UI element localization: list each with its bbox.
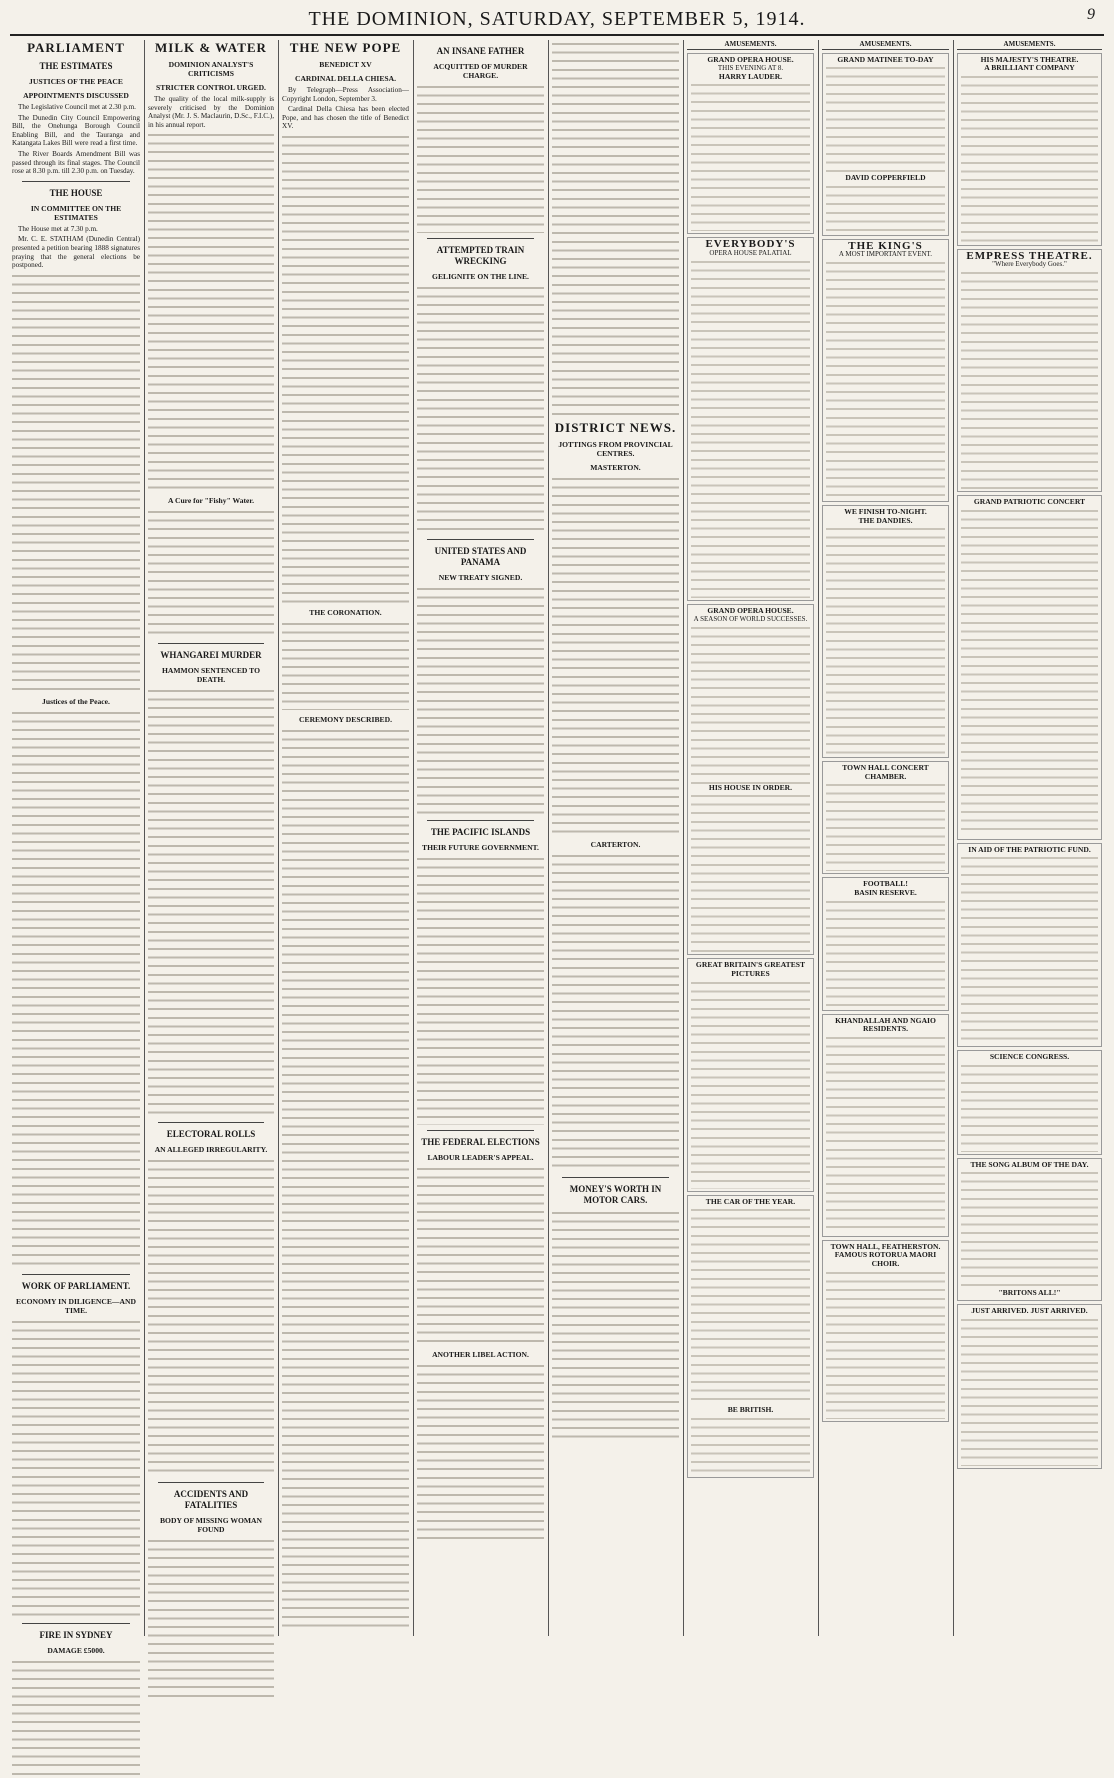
place-heading: MASTERTON. (590, 463, 641, 472)
column-rule (818, 40, 819, 1636)
ad-title: JUST ARRIVED. JUST ARRIVED. (971, 1305, 1088, 1315)
section-subheading: A Cure for "Fishy" Water. (168, 496, 254, 506)
section-heading: WORK OF PARLIAMENT. (21, 1280, 131, 1291)
ad-body (961, 269, 1098, 489)
article-heading: THE NEW POPE (289, 40, 402, 55)
section-heading: MONEY'S WORTH IN MOTOR CARS. (569, 1184, 662, 1205)
advertisement (822, 1014, 949, 1237)
masthead-title: THE DOMINION, SATURDAY, SEPTEMBER 5, 1914. (308, 7, 806, 30)
column-amusements-3 (957, 40, 1102, 1636)
ad-body (961, 1169, 1098, 1289)
divider (22, 1623, 130, 1624)
ad-line: OPERA HOUSE PALATIAL (709, 248, 792, 257)
column-amusements-2 (822, 40, 949, 1636)
ad-title: THE CAR OF THE YEAR. (705, 1196, 796, 1206)
section-heading: WHANGAREI MURDER (160, 650, 262, 661)
divider (158, 1482, 264, 1483)
text-block (417, 1362, 544, 1542)
section-subheading: GELIGNITE ON THE LINE. (432, 272, 529, 281)
column-rule (683, 40, 684, 1636)
ad-title: GREAT BRITAIN'S GREATEST PICTURES (695, 960, 806, 978)
section-heading: AN INSANE FATHER (436, 46, 525, 56)
ad-line: DAVID COPPERFIELD (845, 173, 926, 183)
section-subheading: Justices of the Peace. (42, 696, 110, 706)
column-rule (953, 40, 954, 1636)
section-subheading: LABOUR LEADER'S APPEAL. (427, 1153, 534, 1162)
advertisement (822, 761, 949, 874)
ad-title: HIS MAJESTY'S THEATRE. (980, 54, 1079, 64)
ad-body (691, 1415, 810, 1475)
ad-title: IN AID OF THE PATRIOTIC FUND. (968, 844, 1091, 854)
advertisement (957, 53, 1102, 246)
section-subheading: BODY OF MISSING WOMAN FOUND (159, 1516, 263, 1535)
ad-body (826, 64, 945, 174)
column-parliament (12, 40, 140, 1655)
advertisement (957, 1050, 1102, 1155)
section-subheading: NEW TREATY SIGNED. (438, 573, 523, 582)
amusements-heading: AMUSEMENTS. (957, 40, 1102, 50)
advertisement (957, 495, 1102, 840)
advertisement (957, 1304, 1102, 1469)
amusements-heading: AMUSEMENTS. (822, 40, 949, 50)
divider (427, 1130, 534, 1131)
text-block (12, 1658, 140, 1778)
section-heading: FIRE IN SYDNEY (39, 1629, 113, 1640)
paragraph: Cardinal Della Chiesa has been elected Pope, and has chosen the title of Benedict XV. (282, 105, 409, 131)
text-block (148, 508, 274, 638)
ad-body (826, 898, 945, 1008)
section-subheading: APPOINTMENTS DISCUSSED (23, 91, 129, 100)
ad-title: THE KING'S (848, 239, 923, 252)
ad-body (691, 81, 810, 231)
section-heading: THE PACIFIC ISLANDS (430, 827, 531, 837)
divider (22, 181, 130, 182)
text-block (552, 852, 679, 1172)
ad-title: GRAND MATINEE TO-DAY (837, 54, 934, 64)
ad-line: A BRILLIANT COMPANY (984, 63, 1075, 73)
section-heading: UNITED STATES AND PANAMA (434, 546, 527, 567)
advertisement (957, 843, 1102, 1048)
text-block (148, 1157, 274, 1477)
ad-body (826, 1034, 945, 1234)
text-block (282, 133, 409, 603)
ad-body (826, 1269, 945, 1419)
text-block (12, 709, 140, 1269)
section-heading: THE ESTIMATES (39, 61, 113, 71)
divider (562, 1177, 669, 1178)
advertisement (957, 249, 1102, 492)
ad-body (961, 73, 1098, 243)
ad-title: EVERYBODY'S (705, 238, 796, 251)
ad-line: A MOST IMPORTANT EVENT. (838, 250, 933, 259)
paragraph: The Dunedin City Council Empowering Bill, the Onehunga Borough Council Enabling Bill, and the Tauranga and Katangata Lakes Bill were read a first time. (12, 113, 140, 148)
section-subheading: THE CORONATION. (309, 607, 382, 617)
ad-body (826, 525, 945, 755)
ad-body (691, 1206, 810, 1406)
section-subheading: ECONOMY IN DILIGENCE—AND TIME. (16, 1296, 136, 1315)
ad-title: GRAND OPERA HOUSE. (707, 54, 794, 64)
text-block (552, 475, 679, 835)
column-rule (413, 40, 414, 1636)
ad-title: GRAND PATRIOTIC CONCERT (973, 496, 1086, 506)
section-heading: THE HOUSE (49, 187, 103, 198)
text-block (417, 855, 544, 1125)
paragraph: The House met at 7.30 p.m. (18, 224, 98, 233)
ad-title: EMPRESS THEATRE. (966, 249, 1093, 262)
ad-line: BE BRITISH. (727, 1405, 774, 1415)
text-block (552, 40, 679, 420)
section-subheading: DAMAGE £5000. (47, 1645, 105, 1655)
text-block (148, 1537, 274, 1697)
section-subheading: HAMMON SENTENCED TO DEATH. (161, 666, 261, 685)
ad-line: HIS HOUSE IN ORDER. (708, 782, 793, 792)
ad-line: A SEASON OF WORLD SUCCESSES. (693, 615, 808, 624)
section-heading: ELECTORAL ROLLS (166, 1129, 256, 1140)
text-block (148, 687, 274, 1117)
ad-title: KHANDALLAH AND NGAIO RESIDENTS. (835, 1015, 936, 1034)
section-heading: ACCIDENTS AND FATALITIES (173, 1489, 249, 1511)
place-heading: CARTERTON. (590, 840, 641, 849)
ad-body (691, 792, 810, 952)
ad-body (961, 854, 1098, 1044)
section-subheading: ACQUITTED OF MURDER CHARGE. (433, 62, 528, 80)
ad-title: TOWN HALL, FEATHERSTON. (830, 1241, 941, 1251)
text-block (417, 83, 544, 233)
advertisement (687, 604, 814, 956)
section-heading: ATTEMPTED TRAIN WRECKING (436, 245, 525, 266)
ad-line: "Where Everybody Goes." (992, 260, 1067, 269)
text-block (12, 272, 140, 692)
divider (427, 238, 534, 239)
ad-body (961, 1316, 1098, 1466)
advertisement (687, 53, 814, 235)
advertisement (822, 877, 949, 1010)
text-block (282, 727, 409, 1627)
column-rule (278, 40, 279, 1636)
ad-body (826, 259, 945, 499)
text-block (12, 1318, 140, 1618)
advertisement (822, 505, 949, 758)
advertisement (687, 237, 814, 600)
column-rule (548, 40, 549, 1636)
column-news (417, 40, 544, 1636)
section-subheading: JUSTICES OF THE PEACE (29, 77, 123, 86)
section-subheading: BENEDICT XV (319, 60, 372, 69)
divider (158, 1122, 264, 1123)
ad-line: BASIN RESERVE. (854, 887, 917, 897)
article-heading: DISTRICT NEWS. (554, 420, 677, 435)
ad-body (826, 781, 945, 871)
ad-body (691, 258, 810, 598)
ad-title: GRAND OPERA HOUSE. (707, 605, 794, 615)
paragraph: Mr. C. E. STATHAM (Dunedin Central) presented a petition bearing 1888 signatures praying that the general elections be postponed. (12, 235, 140, 270)
article-heading: MILK & WATER (155, 40, 267, 55)
column-rule (144, 40, 145, 1636)
text-block (417, 284, 544, 534)
divider (158, 643, 264, 644)
ad-line: THIS EVENING AT 8. (717, 64, 784, 73)
advertisement (957, 1158, 1102, 1301)
masthead (10, 4, 1104, 36)
ad-title: TOWN HALL CONCERT CHAMBER. (842, 763, 929, 781)
advertisement (822, 239, 949, 502)
paragraph: The River Boards Amendment Bill was passed through its final stages. The Council rose at 8.30 p.m. till 2.30 p.m. on Tuesday. (12, 149, 140, 176)
column-milk-water (148, 40, 274, 1636)
divider (22, 1274, 130, 1275)
text-block (148, 131, 274, 491)
section-subheading: IN COMMITTEE ON THE ESTIMATES (30, 203, 122, 222)
ad-line: HARRY LAUDER. (718, 71, 783, 81)
column-amusements-1 (687, 40, 814, 1636)
advertisement (687, 1195, 814, 1478)
section-subheading: ANOTHER LIBEL ACTION. (432, 1350, 529, 1359)
section-subheading: CARDINAL DELLA CHIESA. (294, 74, 397, 83)
article-heading: PARLIAMENT (27, 40, 125, 55)
ad-body (961, 507, 1098, 837)
ad-title: WE FINISH TO-NIGHT. (844, 506, 927, 516)
advertisement (822, 1240, 949, 1422)
ad-body (691, 979, 810, 1189)
ad-body (691, 624, 810, 784)
ad-body (961, 1062, 1098, 1152)
ad-title: SCIENCE CONGRESS. (989, 1052, 1070, 1062)
section-subheading: AN ALLEGED IRREGULARITY. (154, 1145, 268, 1155)
amusements-heading: AMUSEMENTS. (687, 40, 814, 50)
column-new-pope (282, 40, 409, 1636)
section-subheading: THEIR FUTURE GOVERNMENT. (422, 843, 539, 852)
section-subheading: JOTTINGS FROM PROVINCIAL CENTRES. (558, 440, 673, 458)
text-block (282, 620, 409, 710)
paragraph: The quality of the local milk-supply is severely criticised by the Dominion Analyst (Mr. J. S. Maclaurin, D.Sc., F.I.C.), in his annual report. (148, 95, 274, 129)
ad-line: FAMOUS ROTORUA MAORI CHOIR. (834, 1250, 937, 1268)
section-subheading: CEREMONY DESCRIBED. (299, 714, 392, 724)
paragraph: By Telegraph—Press Association—Copyright London, September 3. (282, 86, 409, 103)
divider (427, 539, 534, 540)
text-block (417, 1165, 544, 1345)
paragraph: The Legislative Council met at 2.30 p.m. (18, 103, 136, 111)
advertisement (822, 53, 949, 236)
ad-line: THE DANDIES. (858, 515, 913, 525)
text-block (552, 1209, 679, 1439)
advertisement (687, 958, 814, 1191)
ad-title: THE SONG ALBUM OF THE DAY. (970, 1159, 1089, 1169)
section-subheading: STRICTER CONTROL URGED. (156, 83, 266, 92)
text-block (417, 585, 544, 815)
ad-body (826, 183, 945, 233)
ad-line: "BRITONS ALL!" (998, 1288, 1061, 1298)
divider (427, 820, 534, 821)
section-subheading: DOMINION ANALYST'S CRITICISMS (168, 60, 254, 78)
column-district-news (552, 40, 679, 1636)
ad-title: FOOTBALL! (863, 879, 908, 889)
page-number: 9 (1087, 6, 1096, 23)
section-heading: THE FEDERAL ELECTIONS (421, 1137, 540, 1147)
